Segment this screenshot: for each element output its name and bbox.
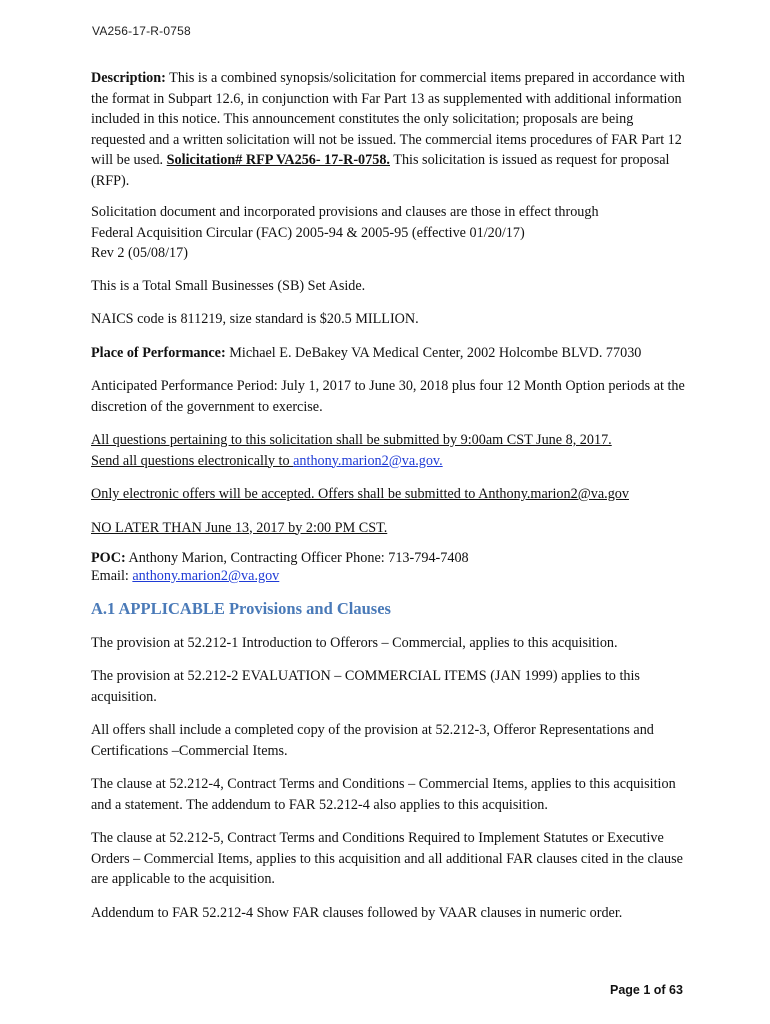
questions-line-1: All questions pertaining to this solicitation shall be submitted by 9:00am CST June 8, 2017. xyxy=(91,432,612,448)
provision-paragraph: The clause at 52.212-4, Contract Terms and Conditions – Commercial Items, applies to this acquisition and a statement. The addendum to FAR 52.212-4 also applies to this acquisition. xyxy=(91,776,676,813)
poc-email-link[interactable]: anthony.marion2@va.gov xyxy=(132,568,280,584)
solicitation-number: Solicitation# RFP VA256- 17-R-0758. xyxy=(166,152,390,168)
document-body xyxy=(91,68,691,923)
description-tail: This solicitation is issued as request for proposal (RFP). xyxy=(91,152,670,189)
offers-paragraph: Only electronic offers will be accepted. Offers shall be submitted to Anthony.marion2@va.gov xyxy=(91,486,629,502)
place-of-performance-paragraph xyxy=(91,343,691,364)
description-text: This is a combined synopsis/solicitation for commercial items prepared in accordance with the format in Subpart 12.6, in conjunction with Far Part 13 as supplemented with additional information included in this notice. This announcement constitutes the only solicitation; proposals are being requested and a written solicitation will not be issued. The commercial items procedures of FAR Part 12 will be used. xyxy=(91,70,685,168)
poc-text: Anthony Marion, Contracting Officer Phone: 713-794-7408 xyxy=(125,550,469,566)
deadline-paragraph: NO LATER THAN June 13, 2017 by 2:00 PM CST. xyxy=(91,519,388,536)
description-label: Description: xyxy=(91,70,166,86)
fac-line-3: Rev 2 (05/08/17) xyxy=(91,245,188,261)
provision-paragraph: All offers shall include a completed copy of the provision at 52.212-3, Offeror Representations and Certifications –Commercial Items. xyxy=(91,722,654,759)
section-heading: A.1 APPLICABLE Provisions and Clauses xyxy=(91,599,391,618)
provision-paragraph: Addendum to FAR 52.212-4 Show FAR clauses followed by VAAR clauses in numeric order. xyxy=(91,904,623,921)
questions-email-link[interactable]: anthony.marion2@va.gov. xyxy=(293,452,443,469)
poc-label: POC: xyxy=(91,550,126,566)
performance-period-paragraph: Anticipated Performance Period: July 1, 2017 to June 30, 2018 plus four 12 Month Option periods at the discretion of the government to exercise. xyxy=(91,378,685,415)
questions-paragraph xyxy=(91,430,691,471)
questions-line-2-prefix: Send all questions electronically to xyxy=(91,452,294,469)
place-text: Michael E. DeBakey VA Medical Center, 2002 Holcombe BLVD. 77030 xyxy=(225,344,642,361)
fac-line-2: Federal Acquisition Circular (FAC) 2005-94 & 2005-95 (effective 01/20/17) xyxy=(91,224,525,241)
page-number: Page 1 of 63 xyxy=(610,983,683,997)
naics-paragraph: NAICS code is 811219, size standard is $20.5 MILLION. xyxy=(91,311,419,327)
poc-paragraph xyxy=(91,549,691,585)
set-aside-paragraph: This is a Total Small Businesses (SB) Set Aside. xyxy=(91,277,366,294)
fac-paragraph xyxy=(91,202,691,264)
fac-line-1: Solicitation document and incorporated provisions and clauses are those in effect through xyxy=(91,204,599,220)
place-label: Place of Performance: xyxy=(91,344,226,361)
provision-paragraph: The provision at 52.212-1 Introduction to Offerors – Commercial, applies to this acquisition. xyxy=(91,634,618,651)
poc-email-label: Email: xyxy=(91,568,133,584)
document-id-header: VA256-17-R-0758 xyxy=(92,24,191,38)
provision-paragraph: The provision at 52.212-2 EVALUATION – COMMERCIAL ITEMS (JAN 1999) applies to this acquisition. xyxy=(91,668,640,705)
provision-paragraph: The clause at 52.212-5, Contract Terms and Conditions Required to Implement Statutes or Executive Orders – Commercial Items, applies to this acquisition and all additional FAR clauses cited in the clause are applicable to the acquisition. xyxy=(91,830,683,887)
description-paragraph xyxy=(91,68,691,191)
